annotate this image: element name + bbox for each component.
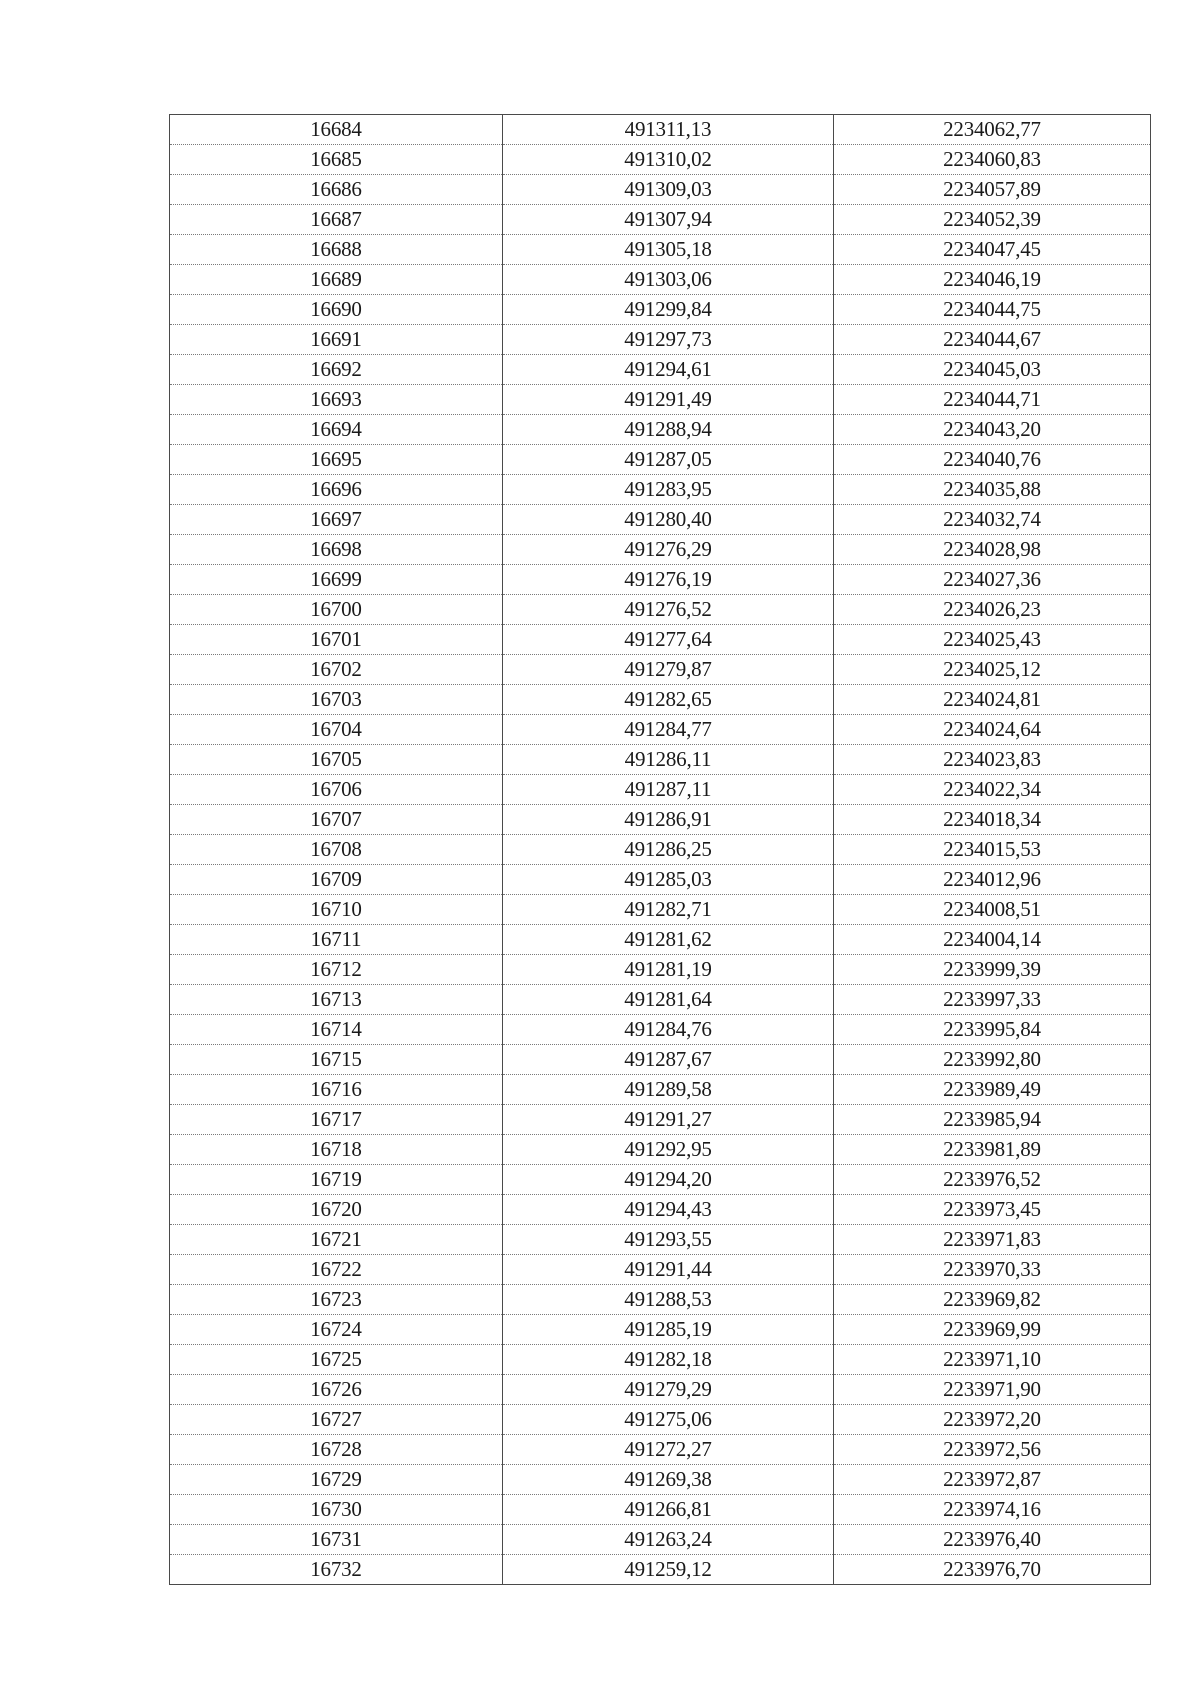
y-coordinate-cell: 2234047,45 [834, 235, 1151, 265]
x-coordinate-cell: 491284,77 [503, 715, 834, 745]
table-row [170, 1525, 1151, 1555]
x-coordinate-cell: 491294,61 [503, 355, 834, 385]
y-coordinate-cell: 2234046,19 [834, 265, 1151, 295]
point-number-cell: 16702 [170, 655, 503, 685]
y-coordinate-cell: 2233997,33 [834, 985, 1151, 1015]
x-coordinate-cell: 491286,91 [503, 805, 834, 835]
y-coordinate-cell: 2234018,34 [834, 805, 1151, 835]
x-coordinate-cell: 491279,29 [503, 1375, 834, 1405]
point-number-cell: 16684 [170, 115, 503, 145]
table-row [170, 535, 1151, 565]
table-row [170, 445, 1151, 475]
point-number-cell: 16688 [170, 235, 503, 265]
table-row [170, 745, 1151, 775]
point-number-cell: 16689 [170, 265, 503, 295]
y-coordinate-cell: 2234035,88 [834, 475, 1151, 505]
y-coordinate-cell: 2234023,83 [834, 745, 1151, 775]
point-number-cell: 16724 [170, 1315, 503, 1345]
table-row [170, 835, 1151, 865]
table-row [170, 1285, 1151, 1315]
point-number-cell: 16698 [170, 535, 503, 565]
y-coordinate-cell: 2233999,39 [834, 955, 1151, 985]
x-coordinate-cell: 491288,53 [503, 1285, 834, 1315]
point-number-cell: 16704 [170, 715, 503, 745]
point-number-cell: 16709 [170, 865, 503, 895]
y-coordinate-cell: 2234026,23 [834, 595, 1151, 625]
table-row [170, 1015, 1151, 1045]
table-row [170, 955, 1151, 985]
x-coordinate-cell: 491287,67 [503, 1045, 834, 1075]
x-coordinate-cell: 491294,43 [503, 1195, 834, 1225]
point-number-cell: 16710 [170, 895, 503, 925]
x-coordinate-cell: 491289,58 [503, 1075, 834, 1105]
x-coordinate-cell: 491292,95 [503, 1135, 834, 1165]
point-number-cell: 16718 [170, 1135, 503, 1165]
y-coordinate-cell: 2234025,12 [834, 655, 1151, 685]
point-number-cell: 16693 [170, 385, 503, 415]
x-coordinate-cell: 491281,64 [503, 985, 834, 1015]
table-row [170, 1255, 1151, 1285]
table-row [170, 235, 1151, 265]
x-coordinate-cell: 491269,38 [503, 1465, 834, 1495]
point-number-cell: 16717 [170, 1105, 503, 1135]
x-coordinate-cell: 491272,27 [503, 1435, 834, 1465]
table-row [170, 475, 1151, 505]
table-row [170, 205, 1151, 235]
x-coordinate-cell: 491277,64 [503, 625, 834, 655]
point-number-cell: 16701 [170, 625, 503, 655]
y-coordinate-cell: 2233969,99 [834, 1315, 1151, 1345]
x-coordinate-cell: 491291,49 [503, 385, 834, 415]
y-coordinate-cell: 2234004,14 [834, 925, 1151, 955]
table-row [170, 355, 1151, 385]
y-coordinate-cell: 2234043,20 [834, 415, 1151, 445]
y-coordinate-cell: 2233971,90 [834, 1375, 1151, 1405]
point-number-cell: 16700 [170, 595, 503, 625]
point-number-cell: 16711 [170, 925, 503, 955]
table-row [170, 415, 1151, 445]
y-coordinate-cell: 2234028,98 [834, 535, 1151, 565]
point-number-cell: 16715 [170, 1045, 503, 1075]
x-coordinate-cell: 491276,19 [503, 565, 834, 595]
point-number-cell: 16695 [170, 445, 503, 475]
point-number-cell: 16721 [170, 1225, 503, 1255]
x-coordinate-cell: 491282,18 [503, 1345, 834, 1375]
table-row [170, 925, 1151, 955]
x-coordinate-cell: 491288,94 [503, 415, 834, 445]
table-row [170, 775, 1151, 805]
y-coordinate-cell: 2233989,49 [834, 1075, 1151, 1105]
y-coordinate-cell: 2234044,71 [834, 385, 1151, 415]
y-coordinate-cell: 2234062,77 [834, 115, 1151, 145]
x-coordinate-cell: 491276,52 [503, 595, 834, 625]
table-row [170, 1075, 1151, 1105]
y-coordinate-cell: 2234044,67 [834, 325, 1151, 355]
x-coordinate-cell: 491276,29 [503, 535, 834, 565]
point-number-cell: 16703 [170, 685, 503, 715]
y-coordinate-cell: 2234045,03 [834, 355, 1151, 385]
table-row [170, 595, 1151, 625]
table-row [170, 895, 1151, 925]
y-coordinate-cell: 2233971,83 [834, 1225, 1151, 1255]
table-row [170, 265, 1151, 295]
x-coordinate-cell: 491279,87 [503, 655, 834, 685]
table-row [170, 685, 1151, 715]
table-row [170, 325, 1151, 355]
y-coordinate-cell: 2234052,39 [834, 205, 1151, 235]
x-coordinate-cell: 491286,11 [503, 745, 834, 775]
table-row [170, 1435, 1151, 1465]
x-coordinate-cell: 491299,84 [503, 295, 834, 325]
coordinates-table-body [170, 115, 1151, 1585]
point-number-cell: 16728 [170, 1435, 503, 1465]
y-coordinate-cell: 2234025,43 [834, 625, 1151, 655]
point-number-cell: 16729 [170, 1465, 503, 1495]
x-coordinate-cell: 491305,18 [503, 235, 834, 265]
table-row [170, 865, 1151, 895]
point-number-cell: 16732 [170, 1555, 503, 1585]
table-row [170, 1495, 1151, 1525]
point-number-cell: 16725 [170, 1345, 503, 1375]
x-coordinate-cell: 491293,55 [503, 1225, 834, 1255]
table-row [170, 1405, 1151, 1435]
point-number-cell: 16727 [170, 1405, 503, 1435]
y-coordinate-cell: 2233974,16 [834, 1495, 1151, 1525]
table-row [170, 1315, 1151, 1345]
x-coordinate-cell: 491275,06 [503, 1405, 834, 1435]
point-number-cell: 16722 [170, 1255, 503, 1285]
y-coordinate-cell: 2234040,76 [834, 445, 1151, 475]
table-row [170, 145, 1151, 175]
point-number-cell: 16686 [170, 175, 503, 205]
table-row [170, 175, 1151, 205]
point-number-cell: 16719 [170, 1165, 503, 1195]
point-number-cell: 16691 [170, 325, 503, 355]
x-coordinate-cell: 491282,65 [503, 685, 834, 715]
table-row [170, 1195, 1151, 1225]
table-row [170, 1465, 1151, 1495]
x-coordinate-cell: 491282,71 [503, 895, 834, 925]
y-coordinate-cell: 2233972,20 [834, 1405, 1151, 1435]
y-coordinate-cell: 2234022,34 [834, 775, 1151, 805]
x-coordinate-cell: 491259,12 [503, 1555, 834, 1585]
y-coordinate-cell: 2233969,82 [834, 1285, 1151, 1315]
y-coordinate-cell: 2233981,89 [834, 1135, 1151, 1165]
point-number-cell: 16705 [170, 745, 503, 775]
x-coordinate-cell: 491287,11 [503, 775, 834, 805]
x-coordinate-cell: 491285,19 [503, 1315, 834, 1345]
x-coordinate-cell: 491291,44 [503, 1255, 834, 1285]
point-number-cell: 16720 [170, 1195, 503, 1225]
table-row [170, 1375, 1151, 1405]
point-number-cell: 16731 [170, 1525, 503, 1555]
point-number-cell: 16714 [170, 1015, 503, 1045]
y-coordinate-cell: 2234012,96 [834, 865, 1151, 895]
point-number-cell: 16716 [170, 1075, 503, 1105]
point-number-cell: 16699 [170, 565, 503, 595]
point-number-cell: 16708 [170, 835, 503, 865]
table-row [170, 1105, 1151, 1135]
table-row [170, 1045, 1151, 1075]
table-row [170, 805, 1151, 835]
y-coordinate-cell: 2234008,51 [834, 895, 1151, 925]
point-number-cell: 16685 [170, 145, 503, 175]
x-coordinate-cell: 491309,03 [503, 175, 834, 205]
table-row [170, 505, 1151, 535]
y-coordinate-cell: 2234060,83 [834, 145, 1151, 175]
table-row [170, 565, 1151, 595]
x-coordinate-cell: 491294,20 [503, 1165, 834, 1195]
point-number-cell: 16707 [170, 805, 503, 835]
x-coordinate-cell: 491283,95 [503, 475, 834, 505]
y-coordinate-cell: 2233972,56 [834, 1435, 1151, 1465]
point-number-cell: 16692 [170, 355, 503, 385]
x-coordinate-cell: 491303,06 [503, 265, 834, 295]
table-row [170, 385, 1151, 415]
y-coordinate-cell: 2233973,45 [834, 1195, 1151, 1225]
y-coordinate-cell: 2234024,64 [834, 715, 1151, 745]
y-coordinate-cell: 2234032,74 [834, 505, 1151, 535]
y-coordinate-cell: 2233985,94 [834, 1105, 1151, 1135]
y-coordinate-cell: 2234024,81 [834, 685, 1151, 715]
y-coordinate-cell: 2233972,87 [834, 1465, 1151, 1495]
y-coordinate-cell: 2233976,52 [834, 1165, 1151, 1195]
point-number-cell: 16690 [170, 295, 503, 325]
x-coordinate-cell: 491285,03 [503, 865, 834, 895]
x-coordinate-cell: 491281,62 [503, 925, 834, 955]
x-coordinate-cell: 491311,13 [503, 115, 834, 145]
table-row [170, 1135, 1151, 1165]
y-coordinate-cell: 2234044,75 [834, 295, 1151, 325]
y-coordinate-cell: 2234027,36 [834, 565, 1151, 595]
point-number-cell: 16730 [170, 1495, 503, 1525]
y-coordinate-cell: 2234015,53 [834, 835, 1151, 865]
x-coordinate-cell: 491266,81 [503, 1495, 834, 1525]
table-row [170, 1345, 1151, 1375]
point-number-cell: 16726 [170, 1375, 503, 1405]
point-number-cell: 16687 [170, 205, 503, 235]
point-number-cell: 16713 [170, 985, 503, 1015]
y-coordinate-cell: 2233970,33 [834, 1255, 1151, 1285]
x-coordinate-cell: 491281,19 [503, 955, 834, 985]
y-coordinate-cell: 2233976,70 [834, 1555, 1151, 1585]
x-coordinate-cell: 491286,25 [503, 835, 834, 865]
table-row [170, 655, 1151, 685]
point-number-cell: 16694 [170, 415, 503, 445]
coordinates-table [169, 114, 1151, 1585]
point-number-cell: 16706 [170, 775, 503, 805]
y-coordinate-cell: 2233971,10 [834, 1345, 1151, 1375]
point-number-cell: 16696 [170, 475, 503, 505]
x-coordinate-cell: 491291,27 [503, 1105, 834, 1135]
x-coordinate-cell: 491280,40 [503, 505, 834, 535]
x-coordinate-cell: 491287,05 [503, 445, 834, 475]
x-coordinate-cell: 491284,76 [503, 1015, 834, 1045]
x-coordinate-cell: 491263,24 [503, 1525, 834, 1555]
y-coordinate-cell: 2234057,89 [834, 175, 1151, 205]
x-coordinate-cell: 491310,02 [503, 145, 834, 175]
table-row [170, 985, 1151, 1015]
table-row [170, 715, 1151, 745]
table-row [170, 625, 1151, 655]
y-coordinate-cell: 2233976,40 [834, 1525, 1151, 1555]
y-coordinate-cell: 2233992,80 [834, 1045, 1151, 1075]
table-row [170, 295, 1151, 325]
y-coordinate-cell: 2233995,84 [834, 1015, 1151, 1045]
table-row [170, 115, 1151, 145]
x-coordinate-cell: 491307,94 [503, 205, 834, 235]
point-number-cell: 16697 [170, 505, 503, 535]
x-coordinate-cell: 491297,73 [503, 325, 834, 355]
table-row [170, 1555, 1151, 1585]
table-row [170, 1225, 1151, 1255]
table-row [170, 1165, 1151, 1195]
point-number-cell: 16723 [170, 1285, 503, 1315]
point-number-cell: 16712 [170, 955, 503, 985]
